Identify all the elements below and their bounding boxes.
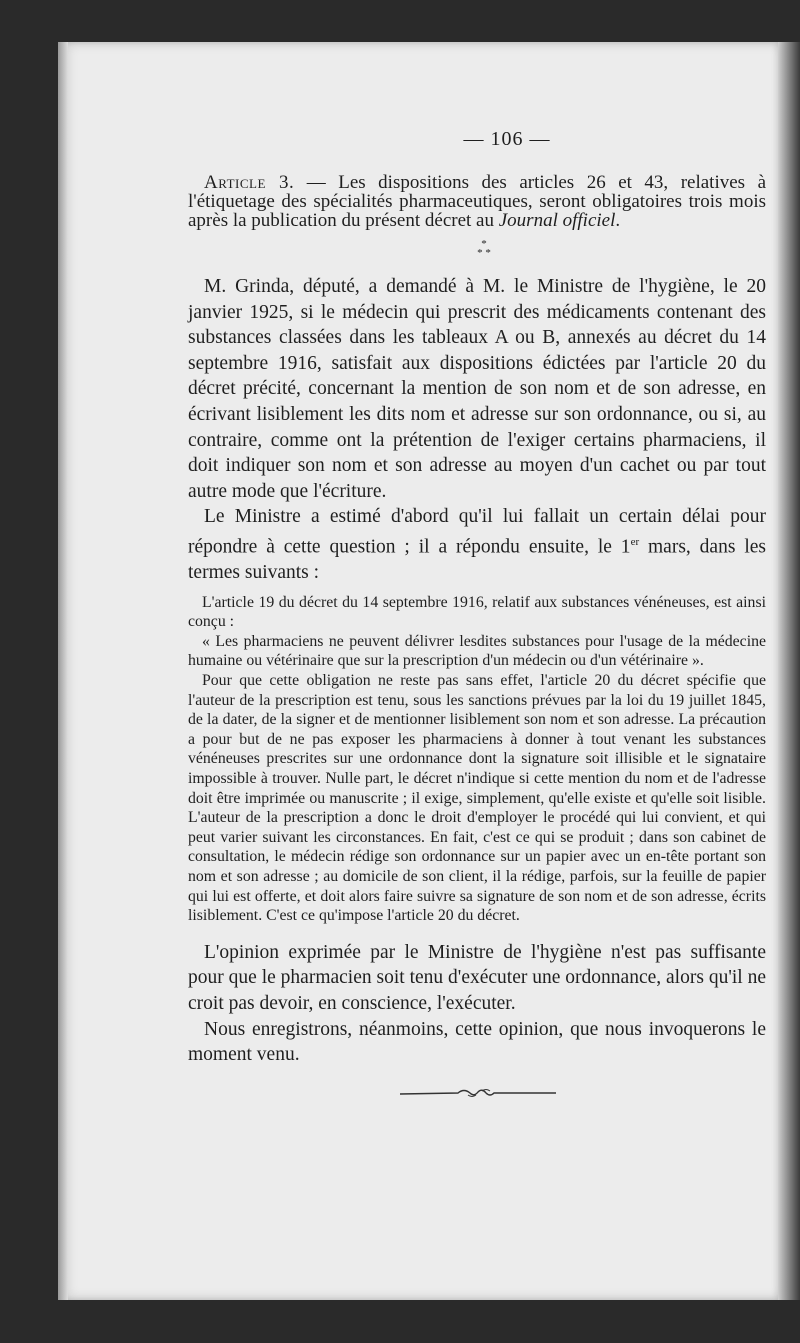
page-gutter bbox=[58, 42, 68, 1300]
journal-title: Journal officiel bbox=[498, 210, 616, 231]
article-text: — Les dispositions des articles 26 et 43, relatives à l'étiquetage des spécialités pharmaceutiques, seront obligatoires trois mois après la publication du présent décret au bbox=[188, 172, 766, 231]
article-label: Article 3. bbox=[204, 172, 295, 193]
ornament-divider bbox=[398, 1086, 558, 1100]
paragraph-grinda-question: M. Grinda, député, a demandé à M. le Ministre de l'hygiène, le 20 janvier 1925, si le médecin qui prescrit des médicaments contenant des substances classées dans les tableaux A ou B, annexés au décret du 14 septembre 1916, satisfait aux dispositions édictées par l'article 20 du décret précité, concernant la mention de son nom et de son adresse, en écrivant lisiblement les dits nom et adresse sur son ordonnance, ou si, au contraire, comme ont la prétention de l'exiger certains pharmaciens, il doit indiquer son nom et son adresse au moyen d'un cachet ou par tout autre mode que l'écriture. bbox=[188, 276, 766, 502]
asterism-bottom: * * bbox=[477, 247, 491, 259]
asterism bbox=[202, 240, 766, 258]
paragraph-opinion: L'opinion exprimée par le Ministre de l'hygiène n'est pas suffisante pour que le pharmacien soit tenu d'exécuter une ordonnance, alors qu'il ne croit pas devoir, en conscience, l'exécuter. bbox=[188, 941, 766, 1014]
paragraph-conclusion: Nous enregistrons, néanmoins, cette opinion, que nous invoquerons le moment venu. bbox=[188, 1018, 766, 1066]
asterism-top: * bbox=[481, 238, 487, 250]
article-end: . bbox=[615, 210, 621, 231]
p2-text-end: mars, dans les termes suivants : bbox=[188, 536, 766, 584]
article-3 bbox=[188, 173, 766, 230]
quote-article-20: Pour que cette obligation ne reste pas sans effet, l'article 20 du décret spécifie que l'auteur de la prescription est tenu, sous les sanctions prévues par la loi du 19 juillet 1845, de la dater, de la signer et de mentionner lisiblement son nom et son adresse. La précaution a pour but de ne pas exposer les pharmaciens à donner à tout venant les substances vénéneuses prescrites sur une ordonnance dont la signature soit illisible et le signataire impossible à trouver. Nulle part, le décret n'indique si cette mention du nom et de l'adresse doit être imprimée ou manuscrite ; il exige, simplement, qu'elle existe et qu'elle soit lisible. L'auteur de la prescription a donc le droit d'employer le procédé qui lui convient, et qui peut varier suivant les circonstances. En fait, c'est ce qui se produit ; dans son cabinet de consultation, le médecin rédige son ordonnance sur un papier avec un en-tête portant son nom et son adresse ; au domicile de son client, il la rédige, parfois, sur la feuille de papier qui lui est offerte, et doit alors faire suivre sa signature de son nom et de son adresse, écrits lisiblement. C'est ce qu'impose l'article 20 du décret. bbox=[188, 672, 766, 925]
p2-text: Le Ministre a estimé d'abord qu'il lui fallait un certain délai pour répondre à cette question ; il a répondu ensuite, le 1 bbox=[188, 506, 766, 558]
quote-article-19: L'article 19 du décret du 14 septembre 1916, relatif aux substances vénéneuses, est ainsi conçu : bbox=[188, 593, 766, 631]
page-edge bbox=[778, 42, 800, 1300]
paragraph-minister-response bbox=[188, 504, 766, 585]
page-text bbox=[188, 120, 766, 1105]
page-number: — 106 — bbox=[463, 128, 551, 150]
quote-pharmaciens: « Les pharmaciens ne peuvent délivrer lesdites substances pour l'usage de la médecine humaine ou vétérinaire que sur la prescription d'un médecin ou d'un vétérinaire ». bbox=[188, 632, 766, 670]
p2-superscript: er bbox=[630, 535, 640, 548]
